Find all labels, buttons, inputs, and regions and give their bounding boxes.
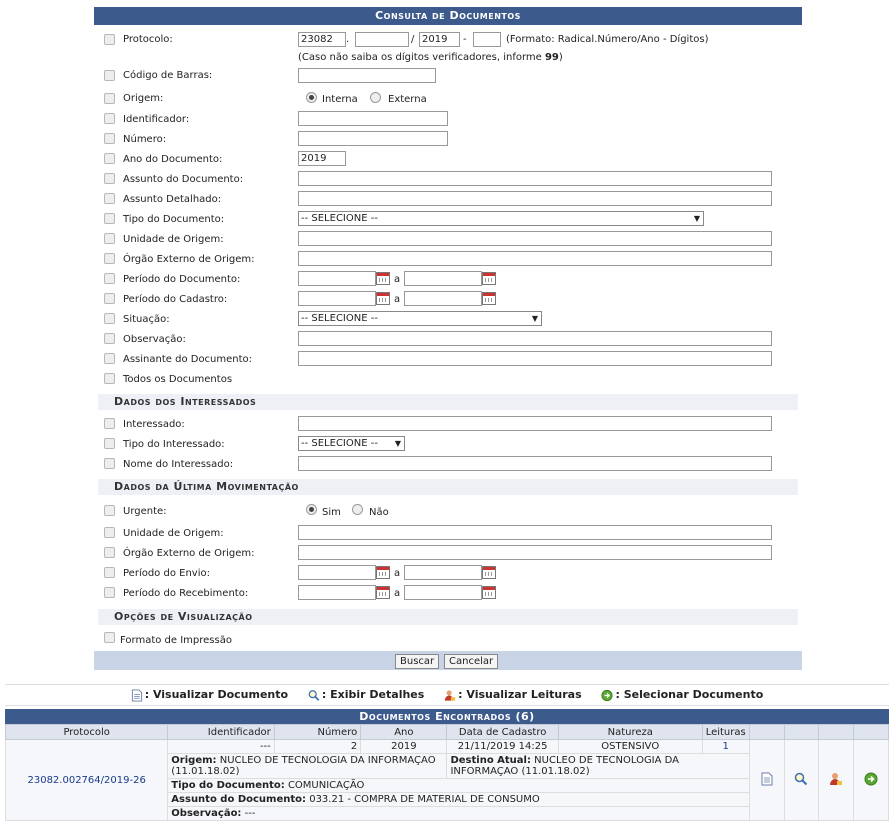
mov-orgao-checkbox[interactable] xyxy=(104,547,115,558)
calendar-icon[interactable] xyxy=(482,272,496,285)
unidade-origem-label: Unidade de Origem: xyxy=(123,234,224,245)
row-identificador: --- xyxy=(168,740,274,754)
mov-unidade-label: Unidade de Origem: xyxy=(123,528,224,539)
periodo-recebimento-label: Período do Recebimento: xyxy=(123,588,249,599)
chevron-down-icon: ▼ xyxy=(394,439,401,448)
calendar-icon[interactable] xyxy=(376,272,390,285)
periodo-envio-fim-input[interactable] xyxy=(404,565,482,580)
assunto-detalhado-input[interactable] xyxy=(298,191,772,206)
row-mov-orgao xyxy=(94,545,802,565)
assunto-documento-checkbox[interactable] xyxy=(104,173,115,184)
situacao-select[interactable]: -- SELECIONE -- ▼ xyxy=(298,311,542,326)
row-tipo: Tipo do Documento: COMUNICAÇÃO xyxy=(168,779,749,793)
form-footer xyxy=(94,651,802,670)
orgao-externo-label: Órgão Externo de Origem: xyxy=(123,254,255,265)
header-ano: Ano xyxy=(361,725,447,740)
periodo-cadastro-inicio-input[interactable] xyxy=(298,291,376,306)
mov-orgao-input[interactable] xyxy=(298,545,772,560)
legend-selecionar: : Selecionar Documento xyxy=(601,688,763,701)
tipo-interessado-label: Tipo do Interessado: xyxy=(123,439,225,450)
results-table xyxy=(5,724,889,821)
assunto-detalhado-checkbox[interactable] xyxy=(104,193,115,204)
protocolo-numero-input[interactable] xyxy=(355,32,409,47)
origem-label: Origem: xyxy=(123,93,164,104)
buscar-button[interactable]: Buscar xyxy=(395,654,439,669)
periodo-cadastro-label: Período do Cadastro: xyxy=(123,294,228,305)
document-icon[interactable] xyxy=(761,772,773,786)
situacao-label: Situação: xyxy=(123,314,170,325)
todos-checkbox[interactable] xyxy=(104,373,115,384)
section-interessados: Dados dos Interessados xyxy=(98,394,798,410)
periodo-recebimento-fim-input[interactable] xyxy=(404,585,482,600)
row-unidade-origem xyxy=(94,231,802,251)
formato-impressao-label: Formato de Impressão xyxy=(120,635,232,646)
identificador-checkbox[interactable] xyxy=(104,113,115,124)
table-row xyxy=(6,740,889,754)
header-data: Data de Cadastro xyxy=(447,725,558,740)
urgente-label: Urgente: xyxy=(123,506,167,517)
magnifier-icon[interactable] xyxy=(794,772,808,786)
orgao-externo-input[interactable] xyxy=(298,251,772,266)
periodo-envio-label: Período do Envio: xyxy=(123,568,210,579)
urgente-nao-radio[interactable] xyxy=(352,504,363,515)
row-leituras-action[interactable] xyxy=(819,740,854,821)
protocolo-label: Protocolo: xyxy=(123,34,173,45)
row-situacao xyxy=(94,311,802,331)
mov-unidade-input[interactable] xyxy=(298,525,772,540)
codigo-barras-input[interactable] xyxy=(298,68,436,83)
identificador-input[interactable] xyxy=(298,111,448,126)
calendar-icon[interactable] xyxy=(376,292,390,305)
row-interessado xyxy=(94,416,802,436)
interessado-label: Interessado: xyxy=(123,419,185,430)
icon-legend xyxy=(5,684,889,706)
row-assunto-detalhado xyxy=(94,191,802,211)
ano-documento-input[interactable]: 2019 xyxy=(298,151,346,166)
protocolo-checkbox[interactable] xyxy=(104,34,115,45)
row-observacao xyxy=(94,331,802,351)
row-destino: Destino Atual: NUCLEO DE TECNOLOGIA DA INFORMAÇAO (11.01.18.02) xyxy=(447,754,749,779)
row-mov-unidade xyxy=(94,525,802,545)
observacao-checkbox[interactable] xyxy=(104,333,115,344)
row-natureza: OSTENSIVO xyxy=(558,740,702,754)
periodo-documento-label: Período do Documento: xyxy=(123,274,241,285)
situacao-checkbox[interactable] xyxy=(104,313,115,324)
row-origem xyxy=(94,91,802,111)
section-opcoes: Opções de Visualização xyxy=(98,609,798,625)
assunto-documento-label: Assunto do Documento: xyxy=(123,174,244,185)
calendar-icon[interactable] xyxy=(376,566,390,579)
calendar-icon[interactable] xyxy=(482,586,496,599)
origem-externa-radio[interactable] xyxy=(370,92,381,103)
row-leituras[interactable]: 1 xyxy=(702,740,749,754)
tipo-interessado-checkbox[interactable] xyxy=(104,438,115,449)
form-title: Consulta de Documentos xyxy=(94,7,802,25)
protocolo-ano-input[interactable]: 2019 xyxy=(419,32,460,47)
origem-externa-label: Externa xyxy=(388,94,427,105)
orgao-externo-checkbox[interactable] xyxy=(104,253,115,264)
codigo-barras-checkbox[interactable] xyxy=(104,70,115,81)
row-numero: 2 xyxy=(274,740,360,754)
formato-impressao-checkbox[interactable] xyxy=(104,632,115,643)
chevron-down-icon: ▼ xyxy=(531,314,538,323)
header-leituras: Leituras xyxy=(702,725,749,740)
assinante-input[interactable] xyxy=(298,351,772,366)
protocolo-sep-dash: - xyxy=(463,34,467,45)
tipo-interessado-select[interactable]: -- SELECIONE -- ▼ xyxy=(298,436,405,451)
header-action-4 xyxy=(854,725,889,740)
row-numero xyxy=(94,131,802,151)
origem-interna-label: Interna xyxy=(322,94,358,105)
tipo-documento-checkbox[interactable] xyxy=(104,213,115,224)
assunto-detalhado-label: Assunto Detalhado: xyxy=(123,194,222,205)
header-action-3 xyxy=(819,725,854,740)
row-formato-impressao xyxy=(94,631,802,651)
row-detalhes-action[interactable] xyxy=(784,740,819,821)
periodo-documento-a: a xyxy=(394,274,401,285)
protocolo-formato: (Formato: Radical.Número/Ano - Dígitos) xyxy=(506,34,709,45)
row-periodo-documento xyxy=(94,271,802,291)
select-arrow-icon xyxy=(601,689,613,702)
row-data: 21/11/2019 14:25 xyxy=(447,740,558,754)
codigo-barras-label: Código de Barras: xyxy=(123,70,213,81)
row-ano: 2019 xyxy=(361,740,447,754)
urgente-checkbox[interactable] xyxy=(104,505,115,516)
section-movimentacao: Dados da Última Movimentação xyxy=(98,479,798,495)
todos-label: Todos os Documentos xyxy=(123,374,233,385)
header-action-2 xyxy=(784,725,819,740)
interessado-input[interactable] xyxy=(298,416,772,431)
origem-checkbox[interactable] xyxy=(104,93,115,104)
row-protocolo xyxy=(94,32,802,52)
periodo-cadastro-checkbox[interactable] xyxy=(104,293,115,304)
protocolo-digitos-input[interactable] xyxy=(473,32,501,47)
observacao-label: Observação: xyxy=(123,334,186,345)
periodo-recebimento-checkbox[interactable] xyxy=(104,587,115,598)
user-reading-icon[interactable] xyxy=(829,772,843,786)
protocolo-hint: (Caso não saiba os dígitos verificadores, informe 99) xyxy=(298,52,563,63)
mov-unidade-checkbox[interactable] xyxy=(104,527,115,538)
cancelar-button[interactable]: Cancelar xyxy=(444,654,498,669)
row-assunto: Assunto do Documento: 033.21 - COMPRA DE MATERIAL DE CONSUMO xyxy=(168,793,749,807)
ano-documento-checkbox[interactable] xyxy=(104,153,115,164)
chevron-down-icon: ▼ xyxy=(693,214,700,223)
user-reading-icon xyxy=(444,689,456,702)
assinante-checkbox[interactable] xyxy=(104,353,115,364)
numero-label: Número: xyxy=(123,134,167,145)
row-todos xyxy=(94,371,802,391)
row-tipo-interessado xyxy=(94,436,802,456)
assunto-documento-input[interactable] xyxy=(298,171,772,186)
magnifier-icon xyxy=(308,689,320,702)
row-protocolo[interactable]: 23082.002764/2019-26 xyxy=(6,740,168,821)
header-numero: Número xyxy=(274,725,360,740)
assinante-label: Assinante do Documento: xyxy=(123,354,253,365)
periodo-envio-checkbox[interactable] xyxy=(104,567,115,578)
periodo-cadastro-a: a xyxy=(394,294,401,305)
periodo-envio-inicio-input[interactable] xyxy=(298,565,376,580)
periodo-documento-fim-input[interactable] xyxy=(404,271,482,286)
protocolo-sep-slash: / xyxy=(411,34,415,45)
numero-input[interactable] xyxy=(298,131,448,146)
results-header-row xyxy=(6,725,889,740)
periodo-recebimento-inicio-input[interactable] xyxy=(298,585,376,600)
identificador-label: Identificador: xyxy=(123,114,190,125)
protocolo-radical-input[interactable]: 23082 xyxy=(298,32,346,47)
periodo-recebimento-a: a xyxy=(394,588,401,599)
nome-interessado-input[interactable] xyxy=(298,456,772,471)
periodo-documento-inicio-input[interactable] xyxy=(298,271,376,286)
row-periodo-envio xyxy=(94,565,802,585)
periodo-envio-a: a xyxy=(394,568,401,579)
interessado-checkbox[interactable] xyxy=(104,418,115,429)
ano-documento-label: Ano do Documento: xyxy=(123,154,223,165)
header-natureza: Natureza xyxy=(558,725,702,740)
legend-leituras: : Visualizar Leituras xyxy=(444,688,581,701)
calendar-icon[interactable] xyxy=(376,586,390,599)
mov-orgao-label: Órgão Externo de Origem: xyxy=(123,548,255,559)
results-title: Documentos Encontrados (6) xyxy=(5,709,889,724)
origem-interna-radio[interactable] xyxy=(306,92,317,103)
periodo-cadastro-fim-input[interactable] xyxy=(404,291,482,306)
row-visualizar-action[interactable] xyxy=(749,740,784,821)
urgente-nao-label: Não xyxy=(369,507,389,518)
row-ano-documento xyxy=(94,151,802,171)
select-arrow-icon[interactable] xyxy=(864,772,878,786)
legend-detalhes: : Exibir Detalhes xyxy=(308,688,424,701)
nome-interessado-label: Nome do Interessado: xyxy=(123,459,234,470)
row-periodo-recebimento xyxy=(94,585,802,605)
header-identificador: Identificador xyxy=(168,725,274,740)
urgente-sim-label: Sim xyxy=(322,507,341,518)
unidade-origem-checkbox[interactable] xyxy=(104,233,115,244)
row-nome-interessado xyxy=(94,456,802,476)
row-codigo-barras xyxy=(94,68,802,88)
row-orgao-externo xyxy=(94,251,802,271)
row-tipo-documento xyxy=(94,211,802,231)
consulta-form xyxy=(94,7,802,670)
row-observacao: Observação: --- xyxy=(168,807,749,821)
calendar-icon[interactable] xyxy=(482,566,496,579)
row-periodo-cadastro xyxy=(94,291,802,311)
tipo-documento-label: Tipo do Documento: xyxy=(123,214,225,225)
unidade-origem-input[interactable] xyxy=(298,231,772,246)
tipo-documento-select[interactable]: -- SELECIONE -- ▼ xyxy=(298,211,704,226)
calendar-icon[interactable] xyxy=(482,292,496,305)
header-action-1 xyxy=(749,725,784,740)
results-panel xyxy=(5,709,889,821)
row-assinante xyxy=(94,351,802,371)
row-assunto-documento xyxy=(94,171,802,191)
row-urgente xyxy=(94,504,802,524)
header-protocolo: Protocolo xyxy=(6,725,168,740)
document-icon xyxy=(131,689,143,702)
row-origem: Origem: NUCLEO DE TECNOLOGIA DA INFORMAÇAO (11.01.18.02) xyxy=(168,754,447,779)
numero-checkbox[interactable] xyxy=(104,133,115,144)
row-selecionar-action[interactable] xyxy=(854,740,889,821)
nome-interessado-checkbox[interactable] xyxy=(104,458,115,469)
observacao-input[interactable] xyxy=(298,331,772,346)
legend-visualizar: : Visualizar Documento xyxy=(131,688,288,701)
periodo-documento-checkbox[interactable] xyxy=(104,273,115,284)
urgente-sim-radio[interactable] xyxy=(306,504,317,515)
row-identificador xyxy=(94,111,802,131)
protocolo-sep-dot: . xyxy=(346,34,350,45)
